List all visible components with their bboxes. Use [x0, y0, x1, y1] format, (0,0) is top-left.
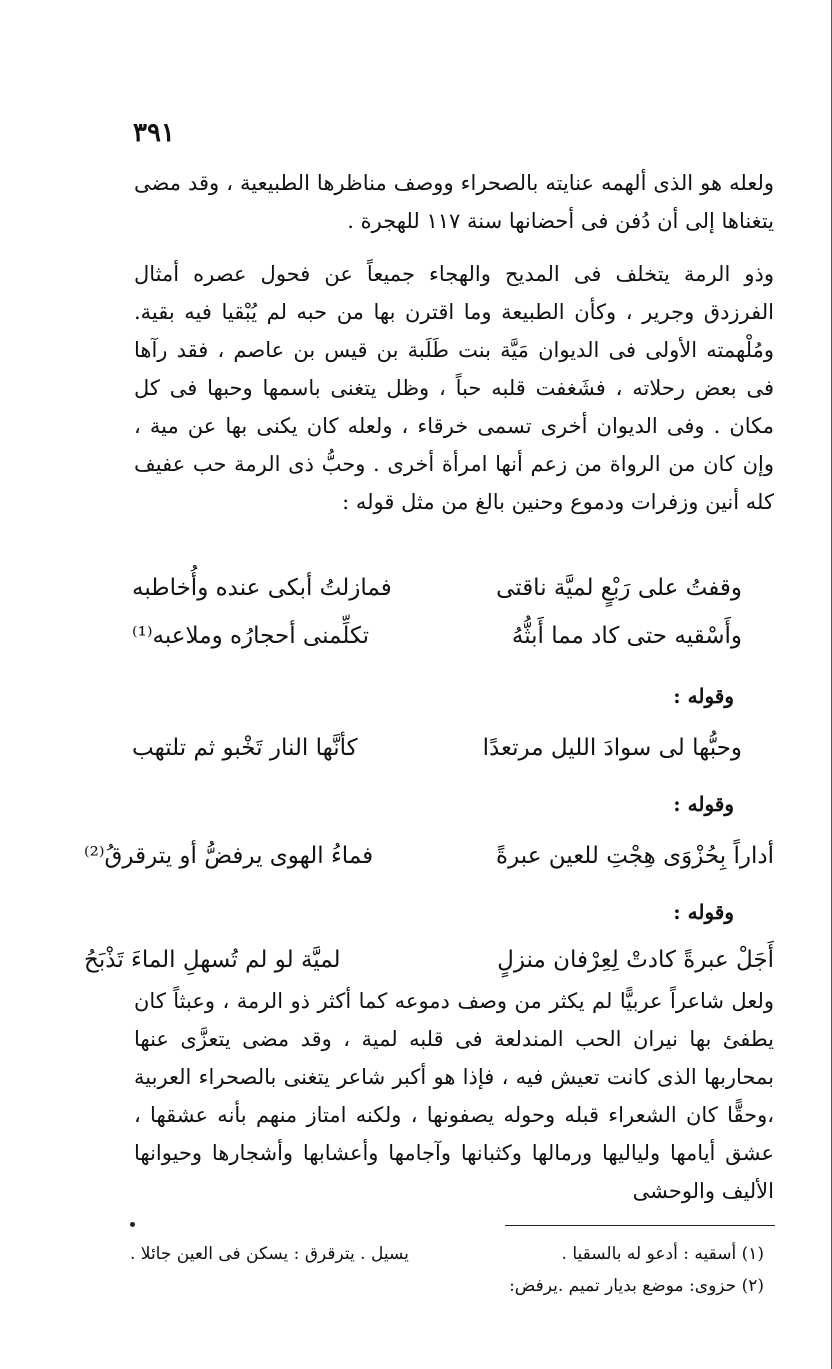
- verse-line-2: [132, 616, 742, 656]
- verse-5-first-hemistich: أَجَلْ عبرةً كادتْ لِعِرْفان منزلٍ: [497, 947, 774, 973]
- paragraph-1: ولعله هو الذى ألهمه عنايته بالصحراء ووصف مناظرها الطبيعية ، وقد مضى يتغناها إلى أن دُفن فى أحضانها سنة ١١٧ للهجرة .: [134, 171, 774, 233]
- footnote-1: (١) أسقيه : أدعو له بالسقيا .: [561, 1244, 764, 1264]
- verse-3-first-hemistich: وحبُّها لى سوادَ الليل مرتعدًا: [482, 735, 742, 761]
- verse-4-second-hemistich: فماءُ الهوى يرفضُّ أو يترقرقُ⁽²⁾: [84, 843, 374, 869]
- verse-line-3: [132, 728, 742, 768]
- paragraph-3: ولعل شاعراً عربيًّا لم يكثر من وصف دموعه كما أكثر ذو الرمة ، وعبثاً كان يطفئ بها نيران الحب المندلعة فى قلبه لمية ، وقد مضى يتعزَّى عنها بمحاربها الذى كانت تعيش فيه ، فإذا هو أكبر شاعر يتغنى بالصحراء العربية ،وحقًّا كان الشعراء قبله وحوله يصفونها ، ولكنه امتاز منهم بأنه عشقها ، عشق أيامها ولياليها ورمالها وكثبانها وآجامها وأعشابها وأشجارها وحيوانها الأليف والوحشى: [134, 989, 774, 1203]
- footnote-2: (٢) حزوى: موضع بديار تميم .يرفض:: [509, 1276, 764, 1296]
- verse-line-1: [132, 568, 742, 608]
- paragraph-2: وذو الرمة يتخلف فى المديح والهجاء جميعاً عن فحول عصره أمثال الفرزدق وجرير ، وكأن الطبيعة وما اقترن بها من حبه لم يُبْقيا فيه بقية. ومُلْهمته الأولى فى الديوان مَيَّة بنت طَلَبة بن قيس بن عاصم ، فقد رآها فى بعض رحلاته ، فشَغفت قلبه حباً ، وظل يتغنى باسمها وحبها فى كل مكان . وفى الديوان أخرى تسمى خرقاء ، ولعله كان يكنى بها عن مية ، وإن كان من الرواة من زعم أنها امرأة أخرى . وحبُّ ذى الرمة حب عفيف كله أنين وزفرات ودموع وحنين بالغ من مثل قوله :: [134, 262, 774, 514]
- verse-3-second-hemistich: كأنَّها النار تَخْبو ثم تلتهب: [132, 735, 358, 761]
- verse-2-first-hemistich: وأَسْقيه حتى كاد مما أَبثُّهُ: [511, 623, 742, 649]
- footnote-divider: [505, 1225, 775, 1226]
- verse-2-second-hemistich: تكلِّمنى أحجارُه وملاعبه⁽¹⁾: [132, 623, 370, 649]
- verse-5-second-hemistich: لميَّة لو لم تُسهلِ الماءَ تَذْبَحُ: [84, 947, 341, 973]
- verse-1-second-hemistich: فمازلتُ أبكى عنده وأُخاطبه: [132, 575, 392, 601]
- verse-label-4: وقوله :: [673, 900, 734, 924]
- footnote-1-continuation: يسيل . يترقرق : يسكن فى العين جائلا .: [130, 1244, 409, 1264]
- verse-line-4: [84, 836, 774, 876]
- verse-label-3: وقوله :: [673, 792, 734, 816]
- verse-4-first-hemistich: أداراً بِحُزْوَى هِجْتِ للعين عبرةً: [496, 843, 774, 869]
- verse-label-2: وقوله :: [673, 684, 734, 708]
- page-number: ٣٩١: [133, 118, 175, 148]
- verse-line-5: [84, 940, 774, 980]
- print-dot: [130, 1222, 135, 1227]
- verse-1-first-hemistich: وقفتُ على رَبْعٍ لميَّة ناقتى: [496, 575, 742, 601]
